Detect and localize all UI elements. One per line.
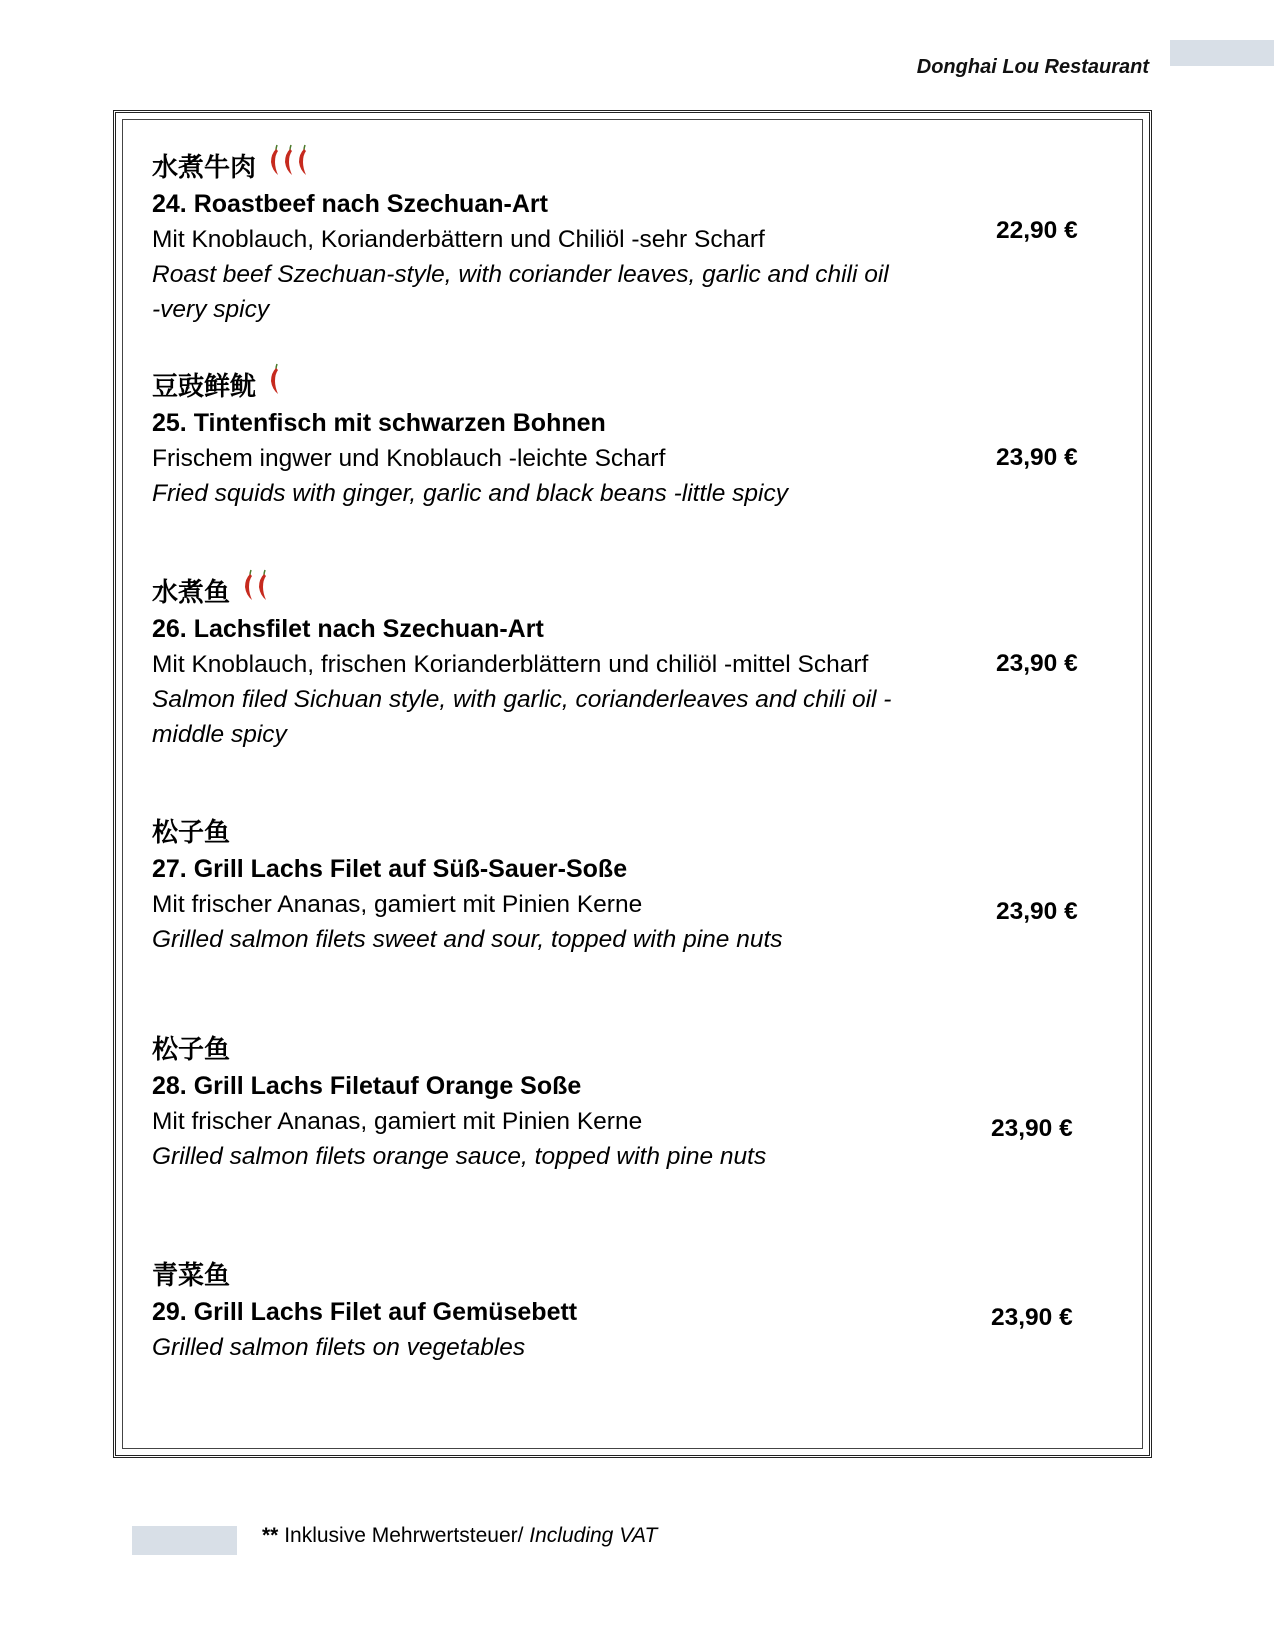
chinese-name-row (152, 369, 972, 405)
chili-icon (242, 569, 254, 601)
german-description: Mit frischer Ananas, gamiert mit Pinien Kerne (152, 891, 643, 918)
chinese-name-row (152, 575, 972, 611)
header-tab (1170, 40, 1274, 66)
german-description: Mit Knoblauch, Korianderbättern und Chiliöl -sehr Scharf (152, 226, 765, 253)
chinese-name: 青菜鱼 (152, 1261, 231, 1291)
menu-item (152, 815, 972, 957)
menu-item (152, 1032, 972, 1174)
english-description-line: Grilled salmon filets sweet and sour, topped with pine nuts (152, 926, 783, 953)
dish-title: 26. Lachsfilet nach Szechuan-Art (152, 615, 544, 643)
chinese-name: 水煮牛肉 (152, 153, 257, 183)
chili-rating (242, 569, 268, 601)
german-description: Mit frischer Ananas, gamiert mit Pinien Kerne (152, 1108, 643, 1135)
english-description-line: Salmon filed Sichuan style, with garlic, corianderleaves and chili oil - (152, 686, 892, 713)
dish-title: 24. Roastbeef nach Szechuan-Art (152, 190, 548, 218)
vat-note-stars: ** (262, 1524, 279, 1547)
german-description: Frischem ingwer und Knoblauch -leichte Scharf (152, 445, 666, 472)
chili-icon (296, 144, 308, 176)
english-description-line: Fried squids with ginger, garlic and black beans -little spicy (152, 480, 788, 507)
english-description-line: Roast beef Szechuan-style, with coriander leaves, garlic and chili oil (152, 261, 889, 288)
dish-title: 27. Grill Lachs Filet auf Süß-Sauer-Soße (152, 855, 628, 883)
english-description-line: Grilled salmon filets on vegetables (152, 1334, 526, 1361)
chili-rating (268, 363, 280, 395)
menu-item (152, 369, 972, 511)
chinese-name: 水煮鱼 (152, 578, 231, 608)
chinese-name: 松子鱼 (152, 818, 231, 848)
chili-icon (256, 569, 268, 601)
restaurant-name: Donghai Lou Restaurant (916, 56, 1149, 78)
chili-icon (268, 144, 280, 176)
english-description-line: -very spicy (152, 296, 270, 323)
menu-item (152, 1258, 972, 1365)
price: 23,90 € (996, 898, 1078, 925)
menu-item (152, 150, 972, 327)
english-description-line: middle spicy (152, 721, 287, 748)
chinese-name-row (152, 1032, 972, 1068)
vat-note-english: Including VAT (529, 1524, 658, 1547)
price: 22,90 € (996, 217, 1078, 244)
dish-title: 28. Grill Lachs Filetauf Orange Soße (152, 1072, 582, 1100)
vat-note-german: Inklusive Mehrwertsteuer/ (278, 1524, 530, 1547)
price: 23,90 € (991, 1304, 1073, 1331)
vat-note (262, 1524, 657, 1548)
chinese-name-row (152, 815, 972, 851)
dish-title: 25. Tintenfisch mit schwarzen Bohnen (152, 409, 606, 437)
chinese-name-row (152, 150, 972, 186)
chinese-name-row (152, 1258, 972, 1294)
price: 23,90 € (996, 444, 1078, 471)
chili-rating (268, 144, 308, 176)
price: 23,90 € (996, 650, 1078, 677)
chinese-name: 豆豉鲜鱿 (152, 372, 257, 402)
menu-item (152, 575, 972, 752)
price: 23,90 € (991, 1115, 1073, 1142)
chili-icon (282, 144, 294, 176)
chili-icon (268, 363, 280, 395)
chinese-name: 松子鱼 (152, 1035, 231, 1065)
german-description: Mit Knoblauch, frischen Korianderblättern und chiliöl -mittel Scharf (152, 651, 869, 678)
dish-title: 29. Grill Lachs Filet auf Gemüsebett (152, 1298, 578, 1326)
english-description-line: Grilled salmon filets orange sauce, topped with pine nuts (152, 1143, 767, 1170)
footer-tab (132, 1526, 237, 1555)
